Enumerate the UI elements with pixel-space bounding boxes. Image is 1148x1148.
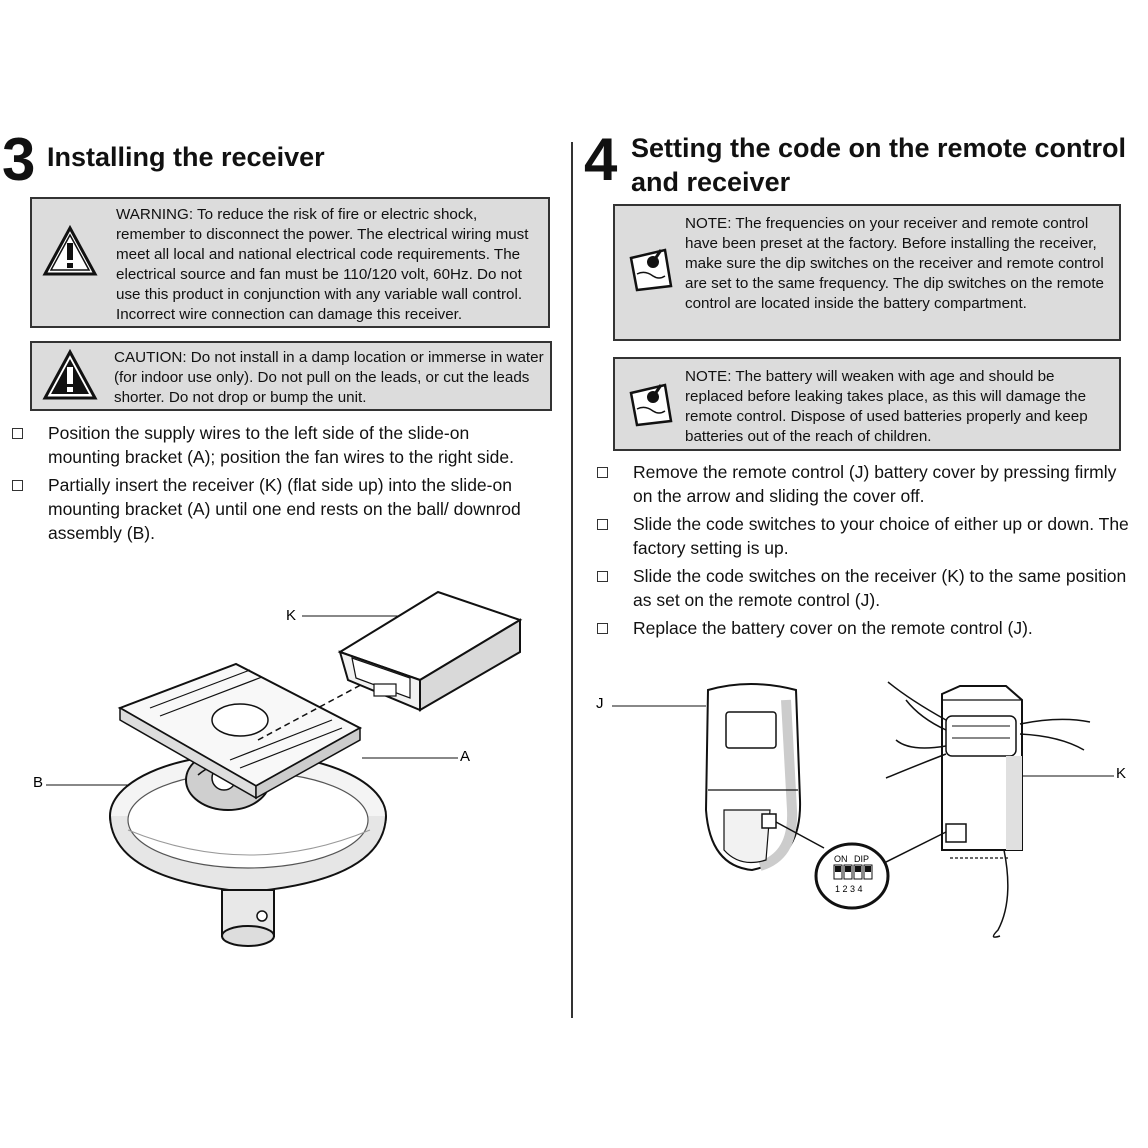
list-item: Slide the code switches on the receiver (K) to the same position as set on the remote control (J). bbox=[597, 564, 1132, 612]
list-item: Remove the remote control (J) battery cover by pressing firmly on the arrow and sliding the cover off. bbox=[597, 460, 1132, 508]
checkbox-icon bbox=[12, 428, 23, 439]
warning-text: To reduce the risk of fire or electric shock, remember to disconnect the power. The electrical wiring must meet all local and national electrical code requirements. The electrical source and fan must be 110/120 volt, 60Hz. Do not use this product in conjunction with any variable wall control. Incorrect wire connection can damage this receiver. bbox=[116, 206, 529, 323]
dip-number-labels: 1 2 3 4 bbox=[835, 884, 863, 894]
step-3-title: Installing the receiver bbox=[47, 142, 325, 172]
step-3-bullets bbox=[12, 421, 522, 549]
receiver-installation-illustration bbox=[0, 580, 570, 960]
note-pin-icon bbox=[625, 379, 677, 435]
label-k: K bbox=[1116, 765, 1127, 782]
list-item: Replace the battery cover on the remote control (J). bbox=[597, 616, 1132, 640]
label-b: B bbox=[33, 774, 44, 791]
note2-label: NOTE: bbox=[685, 368, 732, 385]
caution-label: CAUTION: bbox=[114, 349, 187, 366]
dip-dip-label: DIP bbox=[854, 854, 870, 864]
caution-triangle-icon bbox=[42, 349, 98, 407]
warning-label: WARNING: bbox=[116, 206, 194, 223]
checkbox-icon bbox=[12, 480, 23, 491]
caution-text: Do not install in a damp location or immerse in water (for indoor use only). Do not pull on the leads, or cut the leads shorter. Do not drop or bump the unit. bbox=[114, 349, 544, 406]
column-divider bbox=[571, 142, 573, 1018]
step-4-bullets bbox=[597, 460, 1132, 644]
label-k: K bbox=[286, 607, 297, 624]
list-item: Position the supply wires to the left side of the slide-on mounting bracket (A); position the fan wires to the right side. bbox=[12, 421, 522, 469]
step-4-number: 4 bbox=[584, 126, 616, 193]
checkbox-icon bbox=[597, 571, 608, 582]
note-box-battery bbox=[613, 357, 1121, 451]
checkbox-icon bbox=[597, 623, 608, 634]
list-item: Slide the code switches to your choice of either up or down. The factory setting is up. bbox=[597, 512, 1132, 560]
warning-triangle-icon bbox=[42, 225, 98, 283]
note-pin-icon bbox=[625, 244, 677, 300]
step-3-number: 3 bbox=[2, 126, 34, 193]
checkbox-icon bbox=[597, 467, 608, 478]
note-box-frequencies bbox=[613, 204, 1121, 341]
label-j: J bbox=[596, 695, 604, 712]
note2-text: The battery will weaken with age and should be replaced before leaking takes place, as this will damage the remote control. Dispose of used batteries properly and keep batteries out of the reach of children. bbox=[685, 368, 1088, 445]
step-4-title-line1: Setting the code on the remote control bbox=[631, 133, 1127, 163]
checkbox-icon bbox=[597, 519, 608, 530]
warning-box bbox=[30, 197, 550, 328]
note1-text: The frequencies on your receiver and remote control have been preset at the factory. Before installing the receiver, make sure the dip switches on the receiver and remote control are set to the same frequency. The dip switches on the remote control are located inside the battery compartment. bbox=[685, 215, 1105, 312]
label-a: A bbox=[460, 748, 471, 765]
list-item: Partially insert the receiver (K) (flat side up) into the slide-on mounting bracket (A) until one end rests on the ball/ downrod assembly (B). bbox=[12, 473, 522, 545]
step-4-title-line2: and receiver bbox=[631, 167, 791, 197]
note1-label: NOTE: bbox=[685, 215, 732, 232]
dip-switch-illustration bbox=[590, 660, 1146, 960]
dip-on-label: ON bbox=[834, 854, 848, 864]
caution-box bbox=[30, 341, 552, 411]
